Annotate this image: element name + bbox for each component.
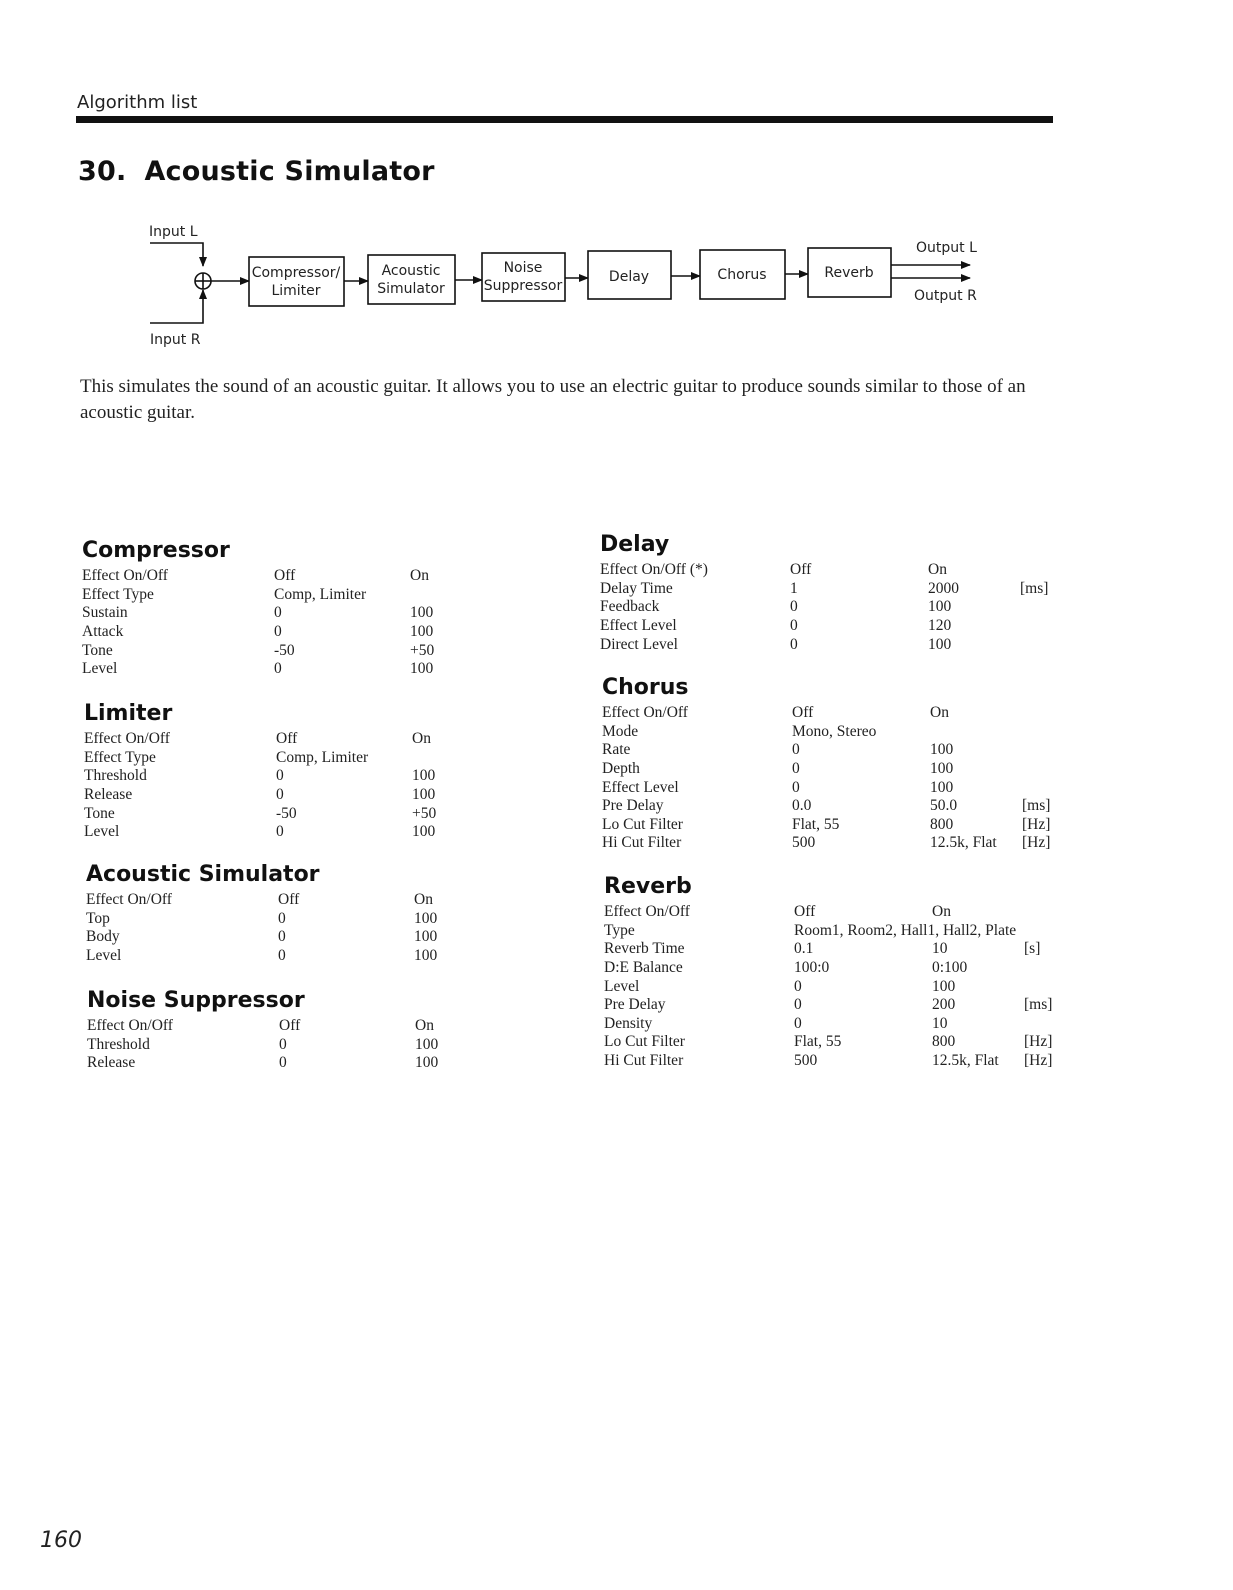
parameter-min: 1 [790, 579, 798, 597]
parameter-max: 100 [928, 635, 952, 653]
parameter-max: 10 [932, 940, 948, 958]
parameter-name: Body [86, 928, 120, 946]
parameter-name: Density [604, 1014, 653, 1032]
parameter-name: Release [84, 786, 133, 804]
parameter-min: Mono, Stereo [792, 722, 877, 740]
parameter-name: Effect Type [84, 748, 156, 766]
parameter-row [82, 641, 540, 660]
parameter-list [604, 903, 1074, 1070]
parameter-row [602, 816, 1072, 835]
section-acoustic-simulator [86, 862, 544, 965]
svg-text:Chorus: Chorus [717, 267, 767, 283]
parameter-unit: [ms] [1024, 996, 1053, 1014]
svg-text:Delay: Delay [608, 269, 650, 285]
parameter-row [84, 767, 542, 786]
parameter-name: Threshold [84, 767, 147, 785]
parameter-name: Attack [82, 623, 124, 641]
parameter-min: -50 [276, 804, 297, 822]
parameter-row [87, 1054, 545, 1073]
parameter-min: 0 [794, 977, 802, 995]
parameter-min: Off [276, 730, 298, 748]
parameter-max: 100 [932, 977, 956, 995]
section-delay [600, 532, 1070, 654]
section-title: Noise Suppressor [87, 988, 305, 1013]
section-noise-suppressor [87, 988, 545, 1073]
algorithm-number: 30. [78, 156, 127, 187]
parameter-max: 10 [932, 1014, 948, 1032]
parameter-row [600, 561, 1070, 580]
parameter-list [600, 561, 1070, 654]
parameter-max: +50 [412, 804, 437, 822]
parameter-unit: [ms] [1022, 797, 1051, 815]
parameter-row [604, 1052, 1074, 1071]
parameter-max: 100 [412, 767, 436, 785]
parameter-row [600, 580, 1070, 599]
parameter-name: Delay Time [600, 579, 673, 597]
parameter-row [602, 760, 1072, 779]
svg-text:Reverb: Reverb [824, 265, 874, 281]
parameter-max: 100 [414, 947, 438, 965]
parameter-min: 0 [790, 635, 798, 653]
parameter-max: +50 [410, 641, 435, 659]
parameter-name: Effect Level [600, 617, 677, 635]
svg-text:Noise: Noise [503, 260, 543, 276]
parameter-row [604, 977, 1074, 996]
parameter-row [600, 635, 1070, 654]
parameter-name: Tone [84, 804, 115, 822]
parameter-list [87, 1017, 545, 1073]
parameter-min: Comp, Limiter [276, 748, 369, 766]
signal-flow-diagram [0, 0, 1233, 360]
parameter-row [82, 586, 540, 605]
parameter-max: 100 [412, 823, 436, 841]
parameter-max: 100 [415, 1054, 439, 1072]
parameter-row [84, 804, 542, 823]
parameter-max: 100 [930, 778, 954, 796]
parameter-min: 0 [792, 778, 800, 796]
parameter-name: Level [86, 947, 122, 965]
parameter-max: 12.5k, Flat [932, 1052, 999, 1070]
parameter-min: 500 [792, 834, 816, 852]
parameter-min: 500 [794, 1052, 818, 1070]
parameter-unit: [s] [1024, 940, 1041, 958]
parameter-max: 100 [410, 604, 434, 622]
parameter-name: Effect On/Off [86, 891, 172, 909]
section-title: Delay [600, 532, 670, 557]
parameter-unit: [Hz] [1024, 1052, 1053, 1070]
page-number: 160 [40, 1528, 82, 1553]
parameter-max: On [412, 730, 431, 748]
parameter-name: Effect On/Off [82, 567, 168, 585]
parameter-row [604, 996, 1074, 1015]
parameter-max: 100 [415, 1035, 439, 1053]
parameter-max: 100 [410, 660, 434, 678]
parameter-name: Release [87, 1054, 136, 1072]
parameter-name: D:E Balance [604, 959, 683, 977]
parameter-max: On [414, 891, 433, 909]
parameter-min: 0 [274, 623, 282, 641]
parameter-name: Effect On/Off [602, 704, 688, 722]
parameter-unit: [Hz] [1024, 1033, 1053, 1051]
parameter-row [84, 749, 542, 768]
parameter-name: Effect On/Off [84, 730, 170, 748]
parameter-row [602, 741, 1072, 760]
parameter-min: Room1, Room2, Hall1, Hall2, Plate [794, 921, 1017, 939]
parameter-name: Effect Level [602, 778, 679, 796]
parameter-min: Off [794, 903, 816, 921]
parameter-min: 0 [790, 598, 798, 616]
parameter-min: Off [279, 1017, 301, 1035]
parameter-max: 100 [930, 741, 954, 759]
input-l-label: Input L [149, 224, 198, 240]
parameter-row [604, 922, 1074, 941]
parameter-row [84, 730, 542, 749]
parameter-min: 0 [279, 1054, 287, 1072]
parameter-name: Pre Delay [604, 996, 666, 1014]
parameter-row [84, 823, 542, 842]
parameter-name: Reverb Time [604, 940, 685, 958]
parameter-min: 100:0 [794, 959, 830, 977]
section-chorus [602, 675, 1072, 853]
parameter-name: Pre Delay [602, 797, 664, 815]
parameter-name: Rate [602, 741, 631, 759]
parameter-max: 100 [410, 623, 434, 641]
svg-text:Simulator: Simulator [377, 281, 445, 297]
parameter-row [604, 1033, 1074, 1052]
parameter-min: 0 [278, 909, 286, 927]
section-title: Chorus [602, 675, 689, 700]
parameter-min: Off [790, 561, 812, 579]
parameter-min: 0 [276, 767, 284, 785]
parameter-row [602, 704, 1072, 723]
parameter-name: Depth [602, 760, 640, 778]
parameter-unit: [Hz] [1022, 815, 1051, 833]
parameter-min: 0 [274, 660, 282, 678]
parameter-name: Effect On/Off (*) [600, 561, 708, 579]
parameter-row [602, 834, 1072, 853]
block-noise-suppressor [482, 253, 565, 301]
parameter-max: On [932, 903, 951, 921]
parameter-max: On [415, 1017, 434, 1035]
section-reverb [604, 874, 1074, 1070]
parameter-row [82, 604, 540, 623]
parameter-max: 50.0 [930, 797, 958, 815]
parameter-row [604, 940, 1074, 959]
parameter-name: Top [86, 909, 110, 927]
parameter-min: Off [274, 567, 296, 585]
parameter-row [602, 778, 1072, 797]
parameter-min: 0 [279, 1035, 287, 1053]
parameter-name: Direct Level [600, 635, 678, 653]
svg-text:Limiter: Limiter [271, 283, 321, 299]
algorithm-name: Acoustic Simulator [144, 156, 435, 187]
parameter-row [602, 797, 1072, 816]
parameter-name: Effect On/Off [87, 1017, 173, 1035]
block-delay [588, 251, 671, 299]
block-acoustic-simulator [368, 255, 455, 304]
section-compressor [82, 538, 540, 679]
parameter-name: Lo Cut Filter [602, 815, 683, 833]
parameter-name: Tone [82, 641, 113, 659]
parameter-name: Feedback [600, 598, 660, 616]
parameter-max: 12.5k, Flat [930, 834, 997, 852]
parameter-row [604, 959, 1074, 978]
section-limiter [84, 701, 542, 842]
parameter-max: 0:100 [932, 959, 968, 977]
parameter-name: Effect On/Off [604, 903, 690, 921]
parameter-row [600, 617, 1070, 636]
parameter-min: 0.1 [794, 940, 814, 958]
parameter-list [84, 730, 542, 842]
parameter-min: -50 [274, 641, 295, 659]
parameter-max: On [930, 704, 949, 722]
output-l-label: Output L [916, 240, 977, 256]
parameter-min: 0 [794, 996, 802, 1014]
mixer-node-icon [195, 273, 211, 289]
output-arrows [891, 265, 970, 278]
parameter-min: 0 [274, 604, 282, 622]
section-title: Compressor [82, 538, 230, 563]
parameter-row [600, 598, 1070, 617]
parameter-min: Off [278, 891, 300, 909]
parameter-min: 0 [276, 786, 284, 804]
parameter-max: On [410, 567, 429, 585]
parameter-row [84, 786, 542, 805]
parameter-min: 0 [278, 928, 286, 946]
block-chorus [700, 250, 785, 299]
parameter-name: Lo Cut Filter [604, 1033, 685, 1051]
parameter-max: 100 [414, 928, 438, 946]
parameter-min: 0 [278, 947, 286, 965]
parameter-max: 800 [932, 1033, 956, 1051]
header-label: Algorithm list [77, 92, 198, 113]
svg-text:Suppressor: Suppressor [483, 278, 563, 294]
parameter-row [82, 660, 540, 679]
parameter-name: Sustain [82, 604, 128, 622]
parameter-row [86, 891, 544, 910]
parameter-name: Level [604, 977, 640, 995]
parameter-min: 0 [790, 617, 798, 635]
parameter-row [604, 1015, 1074, 1034]
parameter-list [86, 891, 544, 965]
parameter-name: Mode [602, 722, 639, 740]
parameter-max: 800 [930, 815, 954, 833]
parameter-name: Threshold [87, 1035, 150, 1053]
svg-text:Acoustic: Acoustic [381, 263, 441, 279]
parameter-max: 100 [414, 909, 438, 927]
parameter-name: Type [604, 921, 635, 939]
parameter-list [602, 704, 1072, 853]
parameter-min: 0.0 [792, 797, 812, 815]
algorithm-description: This simulates the sound of an acoustic guitar. It allows you to use an electric guitar to produce sounds similar to those of an acoustic guitar. [80, 376, 1026, 423]
parameter-max: 200 [932, 996, 956, 1014]
parameter-min: Comp, Limiter [274, 585, 367, 603]
parameter-row [82, 567, 540, 586]
parameter-row [82, 623, 540, 642]
parameter-max: 100 [412, 786, 436, 804]
parameter-max: 2000 [928, 579, 959, 597]
parameter-row [86, 928, 544, 947]
parameter-min: Flat, 55 [792, 815, 840, 833]
block-compressor-limiter [249, 257, 344, 306]
parameter-row [602, 723, 1072, 742]
section-title: Reverb [604, 874, 692, 899]
parameter-name: Effect Type [82, 585, 154, 603]
svg-text:Compressor/: Compressor/ [251, 265, 341, 281]
parameter-row [604, 903, 1074, 922]
parameter-min: Off [792, 704, 814, 722]
parameter-min: 0 [792, 760, 800, 778]
parameter-max: 120 [928, 617, 952, 635]
parameter-name: Level [82, 660, 118, 678]
block-reverb [808, 248, 891, 297]
parameter-max: 100 [928, 598, 952, 616]
parameter-row [86, 910, 544, 929]
parameter-min: 0 [794, 1014, 802, 1032]
parameter-max: 100 [930, 760, 954, 778]
output-r-label: Output R [914, 288, 977, 304]
input-r-label: Input R [150, 332, 201, 348]
parameter-name: Level [84, 823, 120, 841]
parameter-min: 0 [276, 823, 284, 841]
parameter-min: 0 [792, 741, 800, 759]
parameter-min: Flat, 55 [794, 1033, 842, 1051]
section-title: Limiter [84, 701, 173, 726]
parameter-row [87, 1036, 545, 1055]
parameter-list [82, 567, 540, 679]
parameter-unit: [ms] [1020, 579, 1049, 597]
parameter-max: On [928, 561, 947, 579]
parameter-unit: [Hz] [1022, 834, 1051, 852]
parameter-name: Hi Cut Filter [604, 1052, 684, 1070]
parameter-row [87, 1017, 545, 1036]
parameter-row [86, 947, 544, 966]
section-title: Acoustic Simulator [86, 862, 320, 887]
parameter-name: Hi Cut Filter [602, 834, 682, 852]
